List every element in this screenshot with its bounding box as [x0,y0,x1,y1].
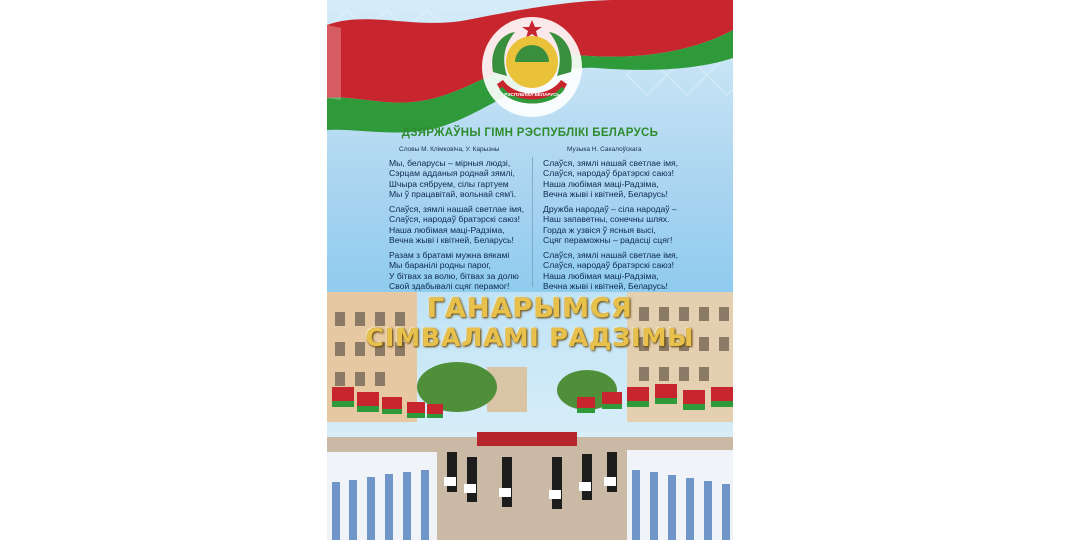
verse-3: Дружба народаў – сіла народаў – Наш запаветны, сонечны шлях. Горда ж узвіся ў ясныя высі, Сцяг пераможны – радасці сцяг! [543,204,677,246]
column-divider [532,157,533,287]
verse-1: Мы, беларусы – мірныя людзі, Сэрцам адданыя роднай зямлі, Шчыра сябруем, сілы гартуем Мы ў працавітай, вольнай сям'і. [389,158,517,200]
verse-2: Разам з братамі мужна вякамі Мы баранілі родны парог, У бітвах за волю, бітвах за долю Свой здабывалі сцяг перамог! [389,250,519,292]
emblem-ribbon-text: РЭСПУБЛІКА БЕЛАРУСЬ [504,92,560,97]
chorus-2: Слаўся, зямлі нашай светлае імя, Слаўся, народаў братэрскі саюз! Наша любімая маці-Радзіма, Вечна жыві і квітней, Беларусь! [543,158,679,200]
anthem-title: ДЗЯРЖАЎНЫ ГІМН РЭСПУБЛІКІ БЕЛАРУСЬ [401,127,659,139]
state-emblem [479,14,585,120]
music-credit: Музыка Н. Сакалоўскага [567,146,642,153]
words-credit: Словы М. Клімковіча, У. Карызны [399,146,500,153]
chorus-1: Слаўся, зямлі нашай светлае імя, Слаўся, народаў братэрскі саюз! Наша любімая маці-Радзіма, Вечна жыві і квітней, Беларусь! [389,204,525,246]
slogan-line-1: ГАНАРЫМСЯ [427,293,633,324]
slogan-line-2: СІМВАЛАМІ РАДЗІМЫ [365,323,695,352]
anthem-poster [327,0,733,540]
chorus-3: Слаўся, зямлі нашай светлае імя, Слаўся, народаў братэрскі саюз! Наша любімая маці-Радзіма, Вечна жыві і квітней, Беларусь! [543,250,679,292]
